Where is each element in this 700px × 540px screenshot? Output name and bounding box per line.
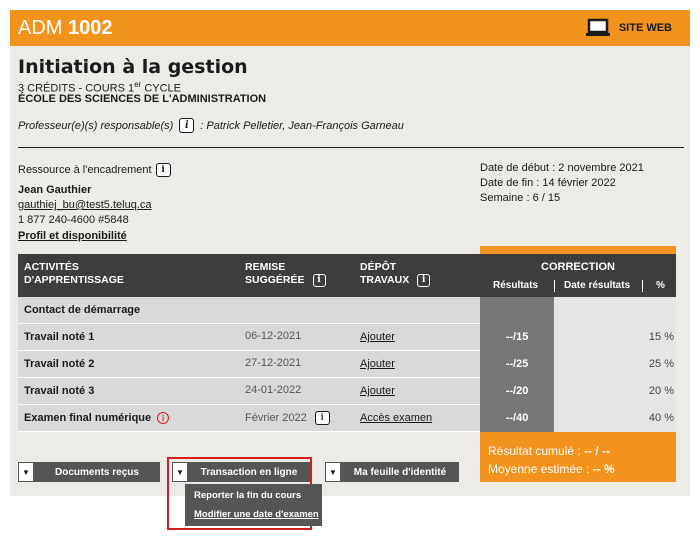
table-row <box>18 324 676 351</box>
cumul-label: Résultat cumulé : <box>488 444 581 458</box>
credits-sup: er <box>134 80 142 89</box>
depot-link[interactable]: Ajouter <box>360 385 395 397</box>
end-date: Date de fin : 14 février 2022 <box>480 177 616 189</box>
suggested-date: 24-01-2022 <box>245 384 302 396</box>
col-depot <box>360 261 430 287</box>
avg-label: Moyenne estimée : <box>488 462 590 476</box>
info-icon[interactable]: i <box>313 274 326 287</box>
result-value: --/15 <box>505 331 529 343</box>
chevron-down-icon: ▼ <box>18 462 34 482</box>
info-bubble-icon[interactable]: i <box>156 163 171 177</box>
tutor-label-text: Ressource à l'encadrement <box>18 164 152 176</box>
correction-cell-bg <box>554 297 676 324</box>
col-activities-line1: ACTIVITÉS <box>24 261 79 273</box>
identity-label: Ma feuille d'identité <box>353 466 447 478</box>
depot-link[interactable]: Ajouter <box>360 331 395 343</box>
credits-suffix: CYCLE <box>141 82 182 95</box>
start-date: Date de début : 2 novembre 2021 <box>480 162 644 174</box>
weight-pct: 15 % <box>648 331 674 343</box>
chevron-down-icon: ▼ <box>325 462 341 482</box>
tutor-email-link[interactable]: gauthiej_bu@test5.teluq.ca <box>18 199 152 211</box>
professors <box>18 118 404 133</box>
documents-dropdown-button[interactable] <box>18 462 160 482</box>
col-remise-line1: REMISE <box>245 261 286 273</box>
chevron-down-icon: ▼ <box>172 462 188 482</box>
course-title: Initiation à la gestion <box>18 56 248 78</box>
tutor-name: Jean Gauthier <box>18 184 92 196</box>
col-depot-line2: TRAVAUX <box>360 274 410 286</box>
info-icon[interactable]: i <box>417 274 430 287</box>
weight-pct: 40 % <box>648 412 674 424</box>
result-value: --/25 <box>505 358 529 370</box>
col-depot-line1: DÉPÔT <box>360 261 397 273</box>
depot-link[interactable]: Ajouter <box>360 358 395 370</box>
table-row <box>18 297 676 324</box>
course-number: 1002 <box>68 17 113 39</box>
course-prefix: ADM <box>18 17 63 39</box>
col-activities <box>24 261 124 287</box>
avg-value: -- % <box>592 462 615 476</box>
prof-label: Professeur(e)(s) responsable(s) <box>18 119 174 132</box>
weight-pct: 25 % <box>648 358 674 370</box>
cumul-value: -- / -- <box>584 444 611 458</box>
suggested-date: Février 2022 <box>245 412 307 424</box>
activity-name: Travail noté 1 <box>24 331 95 343</box>
identity-dropdown-button[interactable] <box>325 462 459 482</box>
divider <box>18 147 684 148</box>
documents-label: Documents reçus <box>55 466 139 478</box>
laptop-icon <box>585 18 611 38</box>
menu-item-report-end[interactable]: Reporter la fin du cours <box>194 490 302 501</box>
result-cell-bg <box>480 297 554 324</box>
credits-prefix: 3 CRÉDITS - COURS 1 <box>18 82 135 95</box>
course-code <box>18 17 113 40</box>
tutor-label <box>18 163 171 177</box>
school-name: ÉCOLE DES SCIENCES DE L'ADMINISTRATION <box>18 93 267 105</box>
profile-link[interactable]: Profil et disponibilité <box>18 230 127 242</box>
menu-item-change-exam-date[interactable]: Modifier une date d'examen <box>194 509 319 520</box>
suggested-date: 06-12-2021 <box>245 330 302 342</box>
course-header <box>10 10 690 46</box>
transaction-dropdown-menu <box>185 484 322 526</box>
info-icon[interactable]: i <box>179 118 194 133</box>
sub-col-pct: % <box>656 280 665 291</box>
transaction-label: Transaction en ligne <box>200 466 298 478</box>
sub-col-date-results: Date résultats <box>564 280 631 291</box>
table-row <box>18 351 676 378</box>
col-correction: CORRECTION <box>541 261 615 273</box>
site-web-link[interactable] <box>585 18 672 38</box>
weight-pct: 20 % <box>648 385 674 397</box>
col-activities-line2: D'APPRENTISSAGE <box>24 274 124 286</box>
activity-name-cell <box>24 412 169 424</box>
prof-names: : Patrick Pelletier, Jean-François Garneau <box>200 119 404 132</box>
activity-name: Travail noté 3 <box>24 385 95 397</box>
result-value: --/20 <box>505 385 529 397</box>
site-web-label: SITE WEB <box>618 22 672 34</box>
alert-icon[interactable]: i <box>157 412 169 424</box>
table-header <box>18 254 676 297</box>
sub-col-results: Résultats <box>493 280 539 291</box>
cumulative-summary <box>488 442 615 478</box>
sub-separator <box>554 280 555 292</box>
suggested-date-cell <box>245 411 330 425</box>
week-counter: Semaine : 6 / 15 <box>480 192 561 204</box>
suggested-date: 27-12-2021 <box>245 357 302 369</box>
info-bubble-icon[interactable]: i <box>315 411 330 425</box>
col-remise <box>245 261 326 287</box>
activity-name: Travail noté 2 <box>24 358 95 370</box>
result-value: --/40 <box>505 412 529 424</box>
table-row <box>18 378 676 405</box>
sub-separator <box>642 280 643 292</box>
activity-name: Examen final numérique <box>24 412 152 424</box>
activity-name: Contact de démarrage <box>24 304 141 316</box>
course-dates <box>480 161 644 206</box>
table-row <box>18 405 676 432</box>
exam-access-link[interactable]: Accès examen <box>360 412 433 424</box>
tutor-phone: 1 877 240-4600 #5848 <box>18 214 129 226</box>
col-remise-line2: SUGGÉRÉE <box>245 274 305 286</box>
course-panel <box>10 46 690 496</box>
